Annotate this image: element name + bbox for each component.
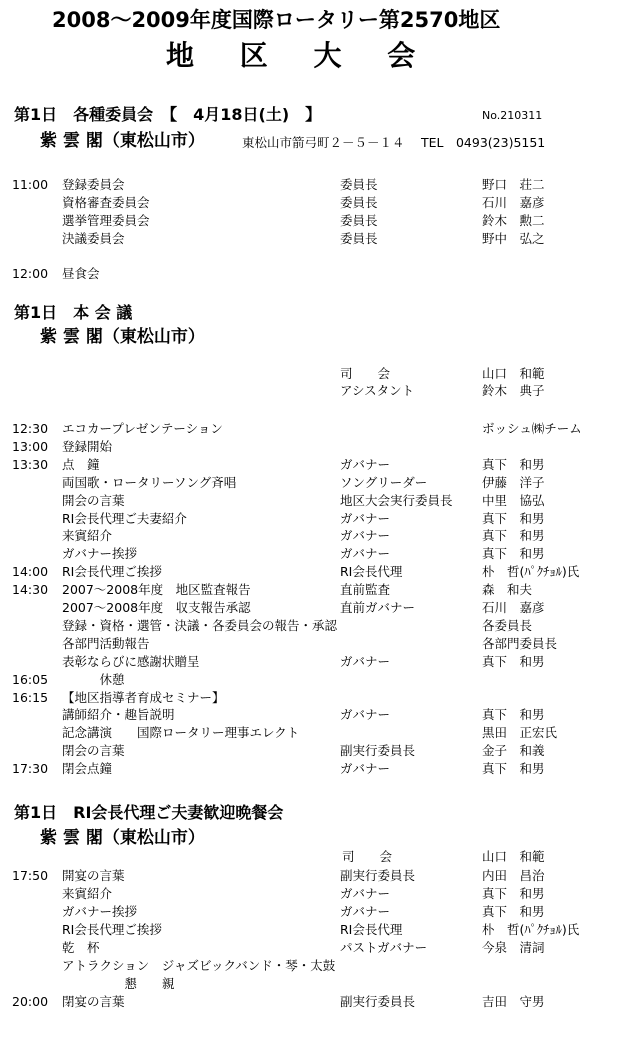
lunch-item: 昼食会 [62, 266, 100, 281]
row-item: RI会長代理ご挨拶 [62, 564, 162, 580]
row-item: 開会の言葉 [62, 492, 125, 508]
row-item: 選挙管理委員会 [62, 213, 150, 228]
row-role: ガバナー [340, 510, 391, 526]
row-person: 真下 和男 [482, 528, 545, 544]
row-role: 委員長 [340, 177, 378, 192]
row-item: 閉宴の言葉 [62, 994, 125, 1009]
row-person: 野口 荘二 [482, 177, 545, 192]
row-role: 委員長 [340, 195, 378, 210]
row-item: 資格審査委員会 [62, 195, 150, 210]
row-person: 真下 和男 [482, 510, 545, 526]
row-item: 閉会点鐘 [62, 761, 113, 777]
row-person: 真下 和男 [482, 904, 545, 919]
row-item: 来賓紹介 [62, 528, 113, 544]
row-person: 各委員長 [482, 617, 533, 633]
row-person: 石川 嘉彦 [482, 195, 545, 210]
mc-person: 鈴木 典子 [482, 383, 545, 398]
row-role: 直前監査 [340, 582, 391, 598]
row-role: ガバナー [340, 761, 391, 777]
row-time: 14:00 [12, 564, 49, 580]
row-item: 登録委員会 [62, 177, 125, 192]
row-item: 登録開始 [62, 438, 113, 454]
row-time: 16:15 [12, 689, 49, 705]
row-person: 真下 和男 [482, 546, 545, 562]
mc-person: 山口 和範 [482, 366, 545, 381]
row-role: RI会長代理 [340, 922, 403, 937]
row-person: 吉田 守男 [482, 994, 545, 1009]
row-item: 2007～2008年度 地区監査報告 [62, 582, 251, 598]
row-item: 【地区指導者育成セミナー】 [62, 689, 225, 705]
row-item: RI会長代理ご夫妻紹介 [62, 510, 187, 526]
row-role: パストガバナー [340, 940, 428, 955]
row-item: 点 鐘 [62, 456, 100, 472]
row-role: ガバナー [340, 528, 391, 544]
row-item: 講師紹介・趣旨説明 [62, 707, 175, 723]
row-time: 16:05 [12, 671, 49, 687]
document-subtitle: 地 区 大 会 [166, 39, 434, 72]
row-role: ガバナー [340, 886, 391, 901]
row-person: 真下 和男 [482, 653, 545, 669]
row-time: 14:30 [12, 582, 49, 598]
row-role: 副実行委員長 [340, 994, 416, 1009]
row-role: 直前ガバナー [340, 600, 416, 615]
row-item: 懇 親 [62, 976, 175, 991]
row-role: ガバナー [340, 904, 391, 919]
row-role: ソングリーダー [340, 474, 428, 490]
row-person: 真下 和男 [482, 761, 545, 777]
row-person: 今泉 清詞 [482, 940, 545, 955]
row-person: 鈴木 勲二 [482, 213, 545, 228]
row-person: 朴 哲(ﾊﾟｸﾁｮﾙ)氏 [482, 922, 580, 937]
row-person: 森 和夫 [482, 582, 533, 598]
row-role: 副実行委員長 [340, 743, 416, 759]
row-role: 地区大会実行委員長 [340, 492, 453, 508]
row-person: 黒田 正宏氏 [482, 725, 558, 741]
row-person: ボッシュ㈱チーム [482, 421, 582, 436]
row-person: 野中 弘之 [482, 231, 545, 246]
row-item: 乾 杯 [62, 940, 100, 955]
row-item: ガバナー挨拶 [62, 546, 138, 562]
document-title: 2008～2009年度国際ロータリー第2570地区 [52, 8, 501, 32]
row-person: 真下 和男 [482, 886, 545, 901]
row-item: 決議委員会 [62, 231, 125, 246]
row-person: 石川 嘉彦 [482, 600, 545, 615]
row-time: 17:30 [12, 761, 49, 777]
row-item: 表彰ならびに感謝状贈呈 [62, 653, 200, 669]
row-time: 13:00 [12, 438, 49, 454]
row-person: 真下 和男 [482, 707, 545, 723]
row-item: 閉会の言葉 [62, 743, 125, 759]
row-role: ガバナー [340, 707, 391, 723]
row-item: アトラクション ジャズビックバンド・琴・太鼓 [62, 958, 336, 973]
row-role: 委員長 [340, 231, 378, 246]
row-person: 伊藤 洋子 [482, 474, 545, 490]
row-time: 17:50 [12, 868, 49, 883]
document-number: No.210311 [482, 109, 543, 122]
row-role: ガバナー [340, 653, 391, 669]
section3-heading: 第1日 RI会長代理ご夫妻歓迎晩餐会 [14, 803, 284, 822]
mc-role: アシスタント [340, 383, 415, 398]
section3-venue: 紫 雲 閣（東松山市） [40, 828, 205, 848]
row-item: 各部門活動報告 [62, 635, 150, 651]
row-role: RI会長代理 [340, 564, 403, 580]
row-item: 開宴の言葉 [62, 868, 125, 883]
row-item: 休憩 [62, 671, 125, 687]
row-role: ガバナー [340, 456, 391, 472]
row-item: エコカープレゼンテーション [62, 421, 223, 436]
section1-address: 東松山市箭弓町２－５－１４ TEL 0493(23)5151 [242, 135, 546, 150]
row-time: 13:30 [12, 456, 49, 472]
section1-venue: 紫 雲 閣（東松山市） [40, 131, 205, 151]
lunch-time: 12:00 [12, 266, 49, 281]
section1-heading: 第1日 各種委員会 【 4月18日(土) 】 [14, 105, 322, 124]
section3-mc-person: 山口 和範 [482, 849, 545, 864]
row-person: 朴 哲(ﾊﾟｸﾁｮﾙ)氏 [482, 564, 580, 580]
row-item: 登録・資格・選管・決議・各委員会の報告・承認 [62, 617, 338, 633]
row-time: 11:00 [12, 177, 49, 192]
row-item: 記念講演 国際ロータリー理事エレクト [62, 725, 300, 741]
row-item: ガバナー挨拶 [62, 904, 138, 919]
row-person: 内田 昌治 [482, 868, 545, 883]
row-person: 金子 和義 [482, 743, 545, 759]
row-role: 副実行委員長 [340, 868, 416, 883]
row-item: 両国歌・ロータリーソング斉唱 [62, 474, 237, 490]
row-person: 各部門委員長 [482, 635, 558, 651]
row-item: 2007～2008年度 収支報告承認 [62, 600, 251, 615]
section2-heading: 第1日 本 会 議 [14, 303, 133, 322]
mc-role: 司 会 [340, 366, 391, 381]
row-role: 委員長 [340, 213, 378, 228]
section3-mc-role: 司 会 [342, 849, 393, 864]
row-person: 中里 協弘 [482, 492, 545, 508]
row-role: ガバナー [340, 546, 391, 562]
row-item: RI会長代理ご挨拶 [62, 922, 162, 937]
section2-venue: 紫 雲 閣（東松山市） [40, 327, 205, 347]
row-person: 真下 和男 [482, 456, 545, 472]
row-time: 12:30 [12, 421, 49, 436]
row-time: 20:00 [12, 994, 49, 1009]
row-item: 来賓紹介 [62, 886, 113, 901]
